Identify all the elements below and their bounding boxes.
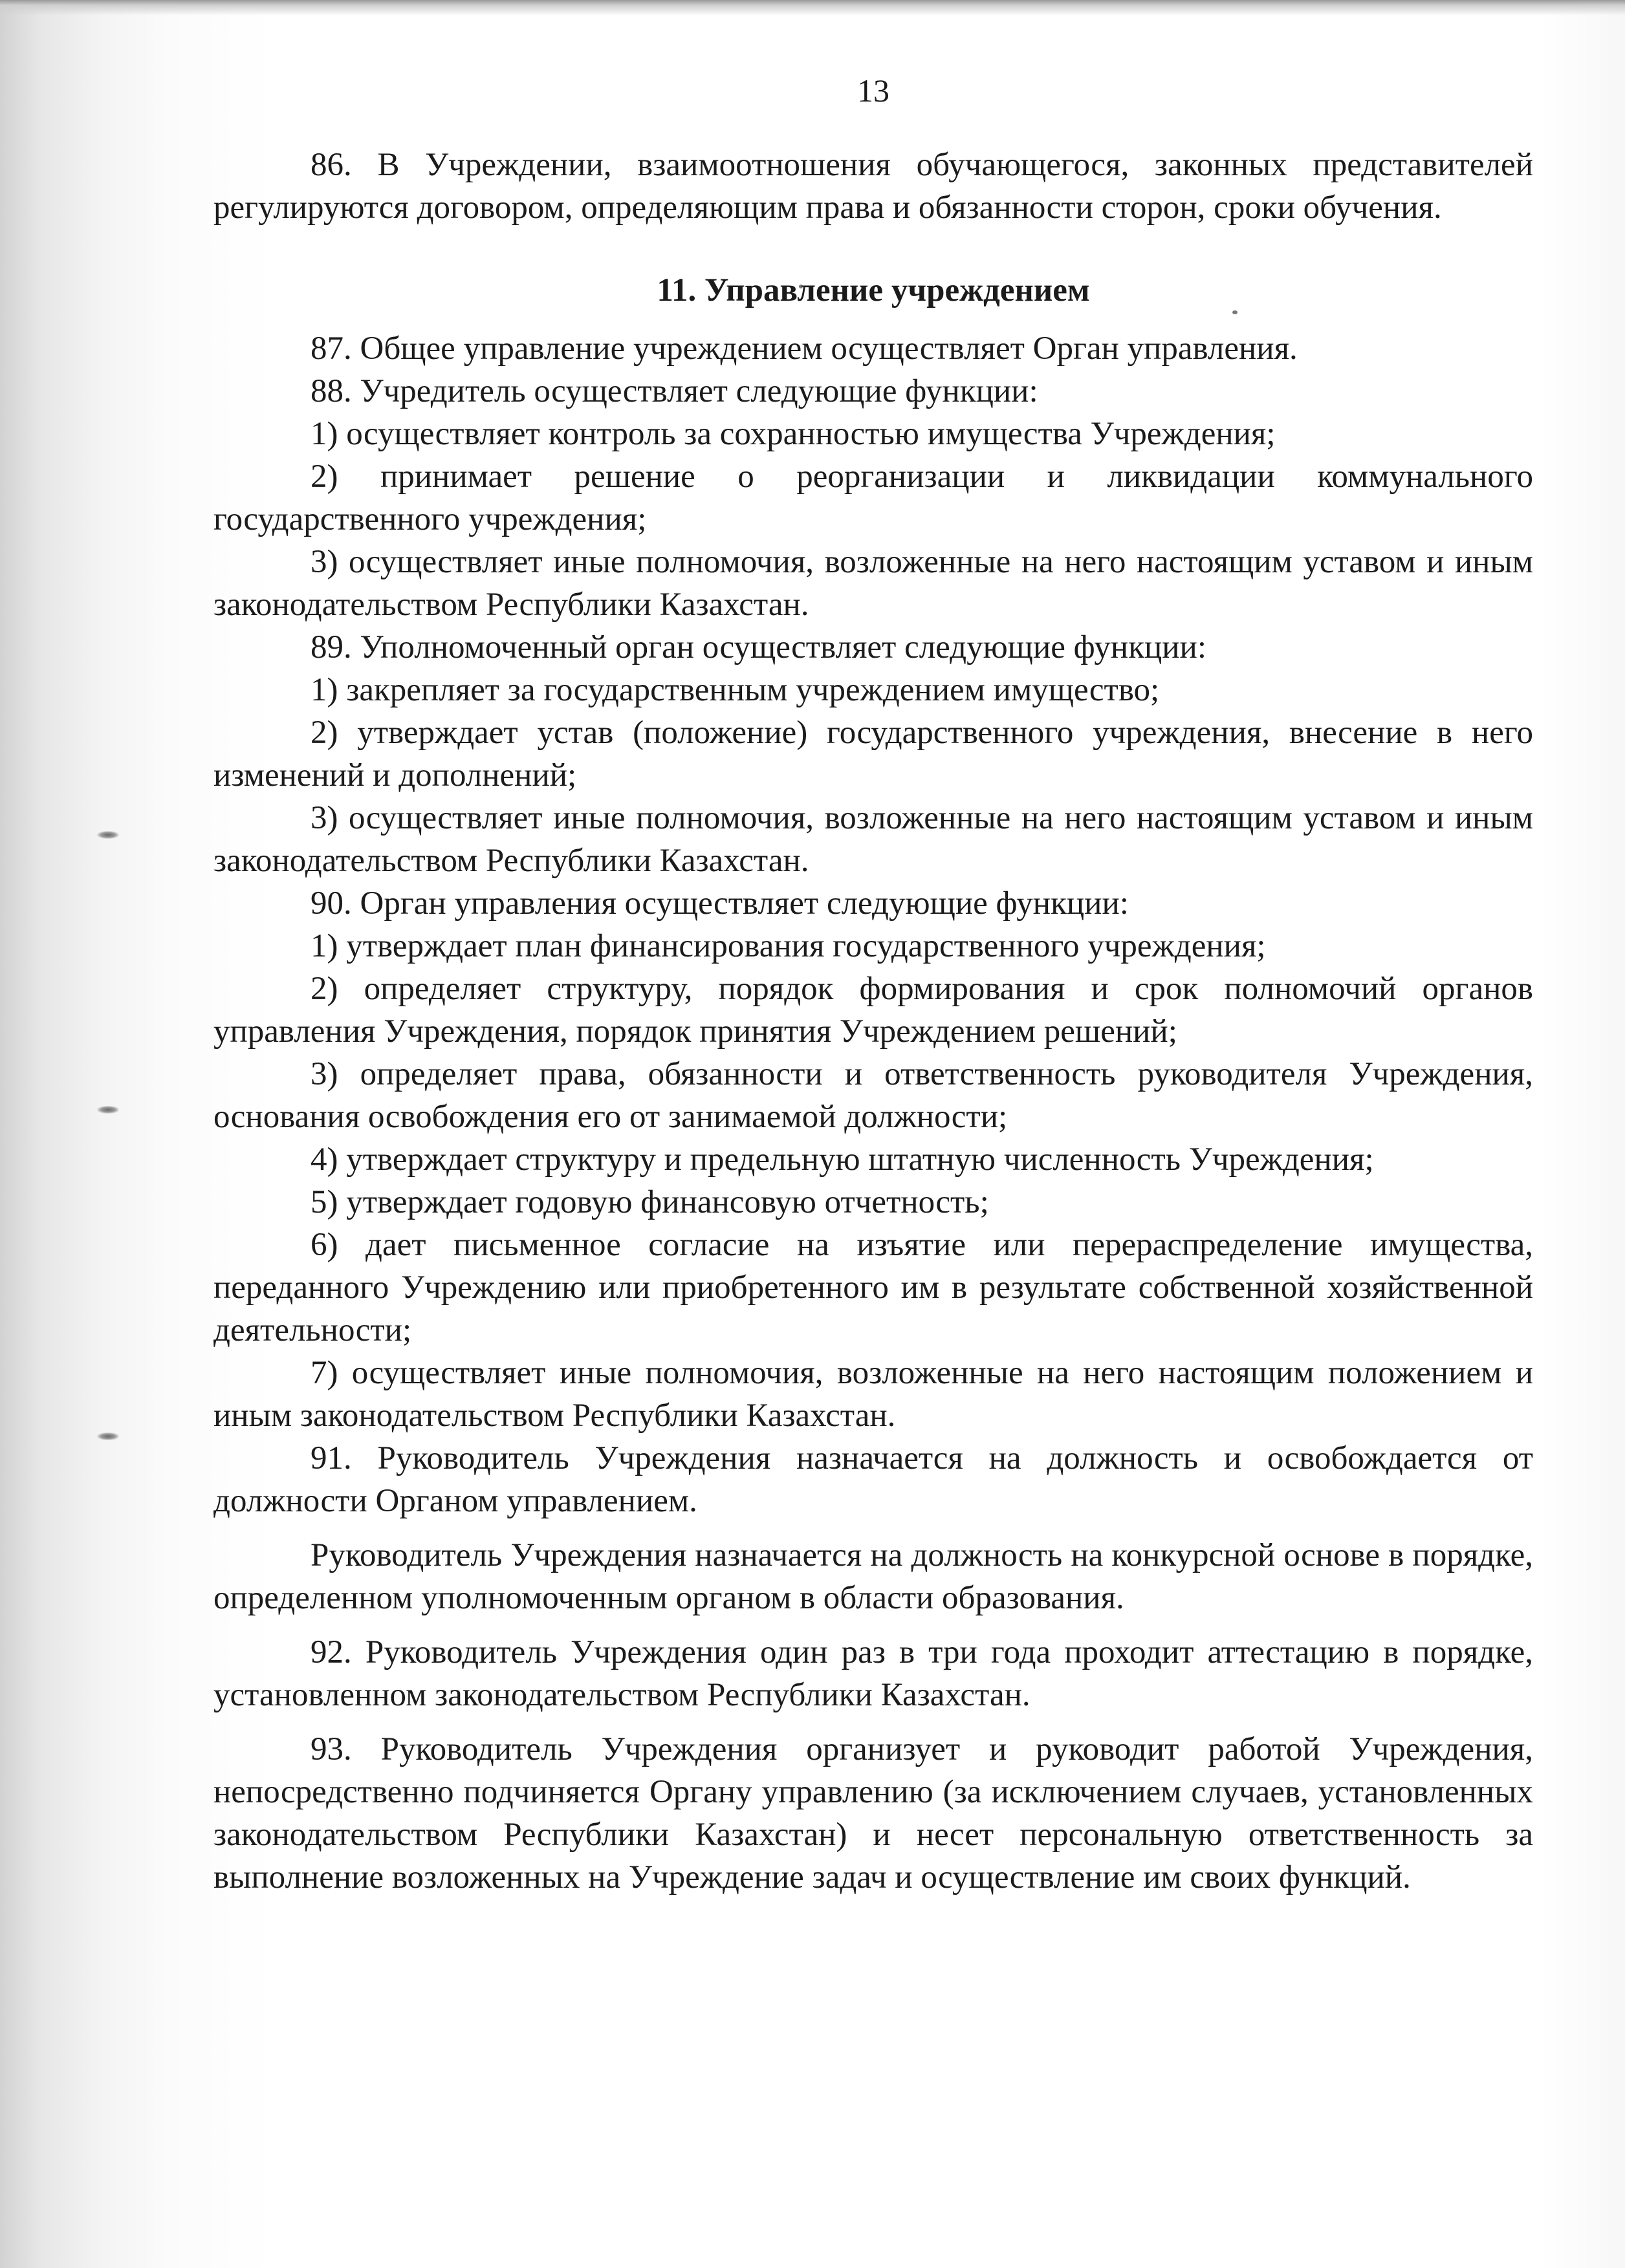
paragraph-list-after <box>213 327 1533 1899</box>
paragraph: 86. В Учреждении, взаимоотношения обучающегося, законных представителей регулируются договором, определяющим права и обязанности сторон, сроки обучения. <box>213 147 1533 226</box>
scan-top-edge <box>0 0 1625 16</box>
section-heading: 11. Управление учреждением <box>657 272 1090 308</box>
document-body <box>213 71 1533 1899</box>
binding-hole-mark <box>97 1432 119 1440</box>
list-item: 7) осуществляет иные полномочия, возложенные на него настоящим положением и иным законодательством Республики Казахстан. <box>213 1355 1533 1434</box>
list-item: 2) определяет структуру, порядок формирования и срок полномочий органов управления Учреждения, порядок принятия Учреждением решений; <box>213 971 1533 1050</box>
paragraph-gap <box>213 1716 1533 1728</box>
page-number: 13 <box>857 72 889 109</box>
paragraph-list-before <box>213 144 1533 229</box>
paragraph-gap <box>213 1522 1533 1534</box>
paragraph: 92. Руководитель Учреждения один раз в три года проходит аттестацию в порядке, установленном законодательством Республики Казахстан. <box>213 1634 1533 1713</box>
paragraph: 89. Уполномоченный орган осуществляет следующие функции: <box>311 629 1207 665</box>
paragraph: 88. Учредитель осуществляет следующие функции: <box>311 373 1038 409</box>
list-item: 1) осуществляет контроль за сохранностью имущества Учреждения; <box>311 416 1276 452</box>
list-item: 3) осуществляет иные полномочия, возложенные на него настоящим уставом и иным законодательством Республики Казахстан. <box>213 544 1533 623</box>
list-item: 6) дает письменное согласие на изъятие или перераспределение имущества, переданного Учреждению или приобретенного им в результате собственной хозяйственной деятельности; <box>213 1227 1533 1348</box>
paragraph-gap <box>213 1619 1533 1631</box>
list-item: 5) утверждает годовую финансовую отчетность; <box>311 1184 989 1220</box>
paragraph: 90. Орган управления осуществляет следующие функции: <box>311 885 1129 922</box>
list-item: 1) утверждает план финансирования государственного учреждения; <box>311 928 1266 964</box>
binding-hole-mark <box>97 831 119 839</box>
paragraph: 91. Руководитель Учреждения назначается на должность и освобождается от должности Органом управлением. <box>213 1440 1533 1519</box>
list-item: 3) определяет права, обязанности и ответственность руководителя Учреждения, основания освобождения его от занимаемой должности; <box>213 1056 1533 1135</box>
list-item: 4) утверждает структуру и предельную штатную численность Учреждения; <box>311 1141 1374 1178</box>
list-item: 1) закрепляет за государственным учреждением имущество; <box>311 672 1160 708</box>
list-item: 3) осуществляет иные полномочия, возложенные на него настоящим уставом и иным законодательством Республики Казахстан. <box>213 800 1533 879</box>
paragraph: 87. Общее управление учреждением осуществляет Орган управления. <box>311 330 1298 367</box>
list-item: 2) принимает решение о реорганизации и ликвидации коммунального государственного учреждения; <box>213 459 1533 537</box>
binding-hole-mark <box>97 1106 119 1114</box>
paragraph: 93. Руководитель Учреждения организует и руководит работой Учреждения, непосредственно подчиняется Органу управлению (за исключением случаев, установленных законодательством Республики Казахстан) и несет персональную ответственность за выполнение возложенных на Учреждение задач и осуществление им своих функций. <box>213 1731 1533 1895</box>
list-item: 2) утверждает устав (положение) государственного учреждения, внесение в него изменений и дополнений; <box>213 715 1533 794</box>
paragraph: Руководитель Учреждения назначается на должность на конкурсной основе в порядке, определенном уполномоченным органом в области образования. <box>213 1537 1533 1616</box>
